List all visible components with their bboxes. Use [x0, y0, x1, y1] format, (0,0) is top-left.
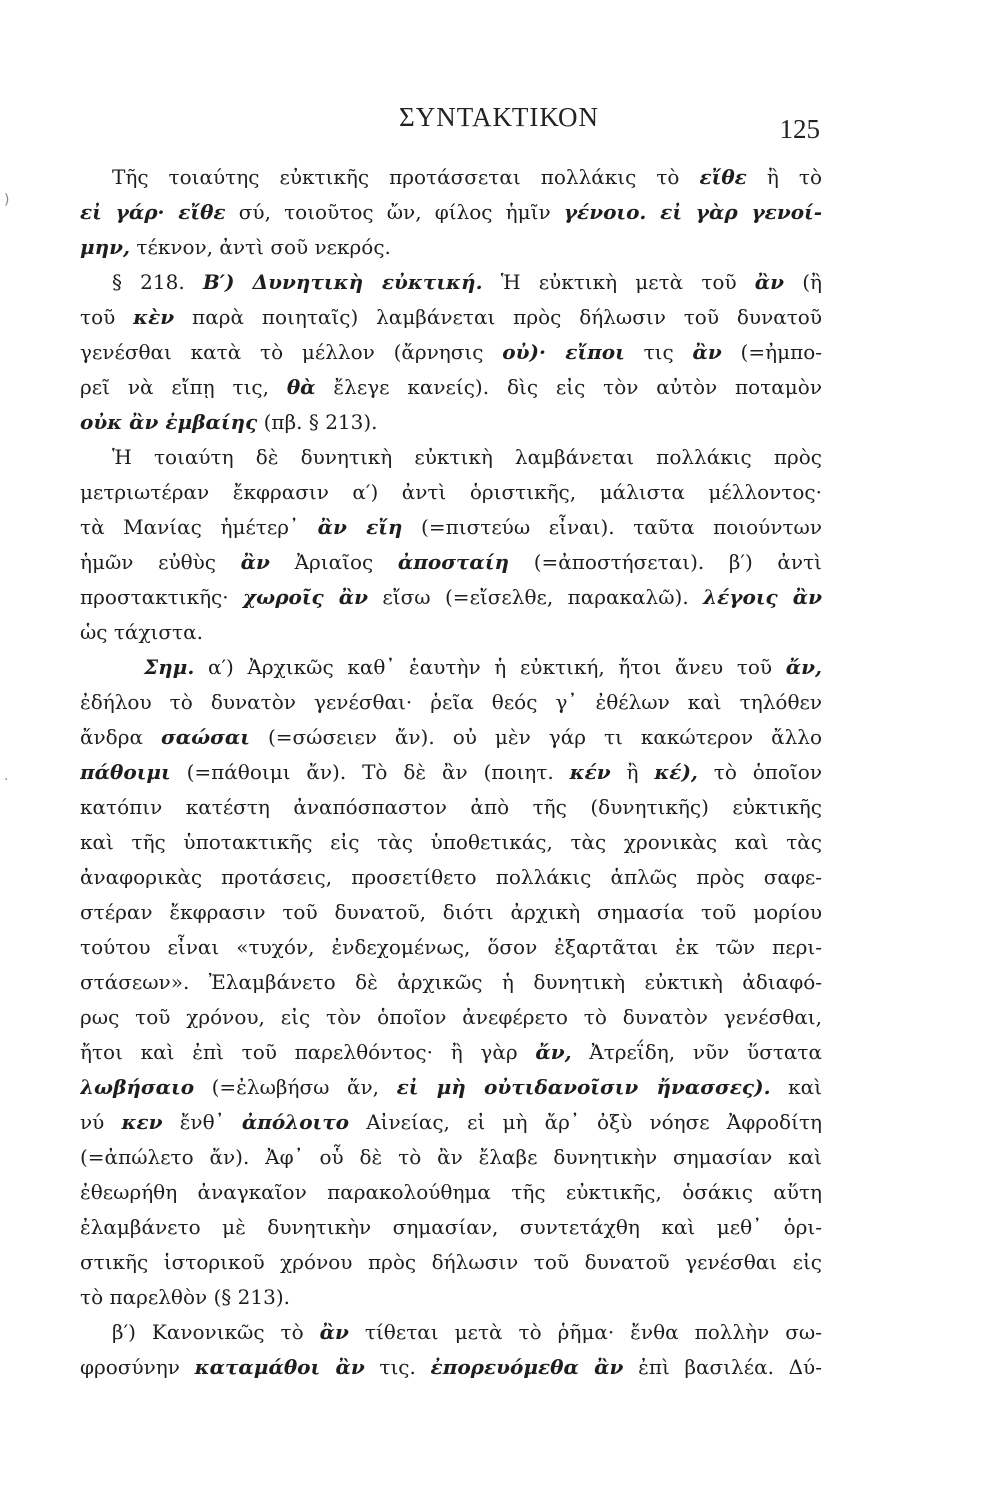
text-line — [80, 160, 822, 195]
running-title: ΣΥΝΤΑΚΤΙΚΟΝ — [399, 102, 599, 132]
text-run: τὸ ὁποῖον — [697, 760, 822, 784]
text-line — [80, 1315, 822, 1350]
text-run: ρεῖ νὰ εἴπῃ τις, — [80, 375, 287, 399]
text-line — [80, 1210, 822, 1245]
text-line — [80, 300, 822, 335]
text-run: ἐδήλου τὸ δυνατὸν γενέσθαι· ῥεῖα θεός γ᾽ ἐθέλων καὶ τηλόθεν — [80, 690, 822, 714]
text-run: στικῆς ἱστορικοῦ χρόνου πρὸς δήλωσιν τοῦ δυνατοῦ γενέσθαι εἰς — [80, 1250, 822, 1274]
margin-mark: ) — [4, 192, 10, 208]
emphasized-text: ἐπορευόμεθα ἂν — [430, 1355, 624, 1379]
text-line — [80, 965, 822, 1000]
text-run: (=ἀπώλετο ἄν). Ἀφ᾽ οὗ δὲ τὸ ἂν ἔλαβε δυνητικὴν σημασίαν καὶ — [80, 1145, 822, 1169]
text-line — [80, 685, 822, 720]
emphasized-text: ἂν εἴη — [317, 515, 403, 539]
text-run: τις — [624, 340, 693, 364]
text-run: (=ἀποστήσεται). β′) ἀντὶ — [509, 550, 822, 574]
text-line — [80, 335, 822, 370]
emphasized-text: μην, — [80, 235, 131, 259]
text-run: καὶ τῆς ὑποτακτικῆς εἰς τὰς ὑποθετικάς, τὰς χρονικὰς καὶ τὰς — [80, 830, 822, 854]
text-line — [80, 580, 822, 615]
text-run: τούτου εἶναι «τυχόν, ἐνδεχομένως, ὅσον ἐξαρτᾶται ἐκ τῶν περι- — [80, 935, 822, 959]
text-run: ἐθεωρήθη ἀναγκαῖον παρακολούθημα τῆς εὐκτικῆς, ὁσάκις αὕτη — [80, 1180, 822, 1204]
text-run: σύ, τοιοῦτος ὤν, φίλος ἡμῖν — [225, 200, 564, 224]
text-line — [80, 545, 822, 580]
emphasized-text: κέ), — [654, 760, 698, 784]
text-run: ἢ — [610, 760, 655, 784]
text-run: (πβ. § 213). — [257, 410, 378, 434]
text-run: φροσύνην — [80, 1355, 195, 1379]
text-run: ἄνδρα — [80, 725, 161, 749]
page-number: 125 — [779, 114, 820, 144]
text-run: καὶ — [770, 1075, 822, 1099]
emphasized-text: ἂν — [692, 340, 722, 364]
emphasized-text: θὰ — [286, 375, 316, 399]
text-line — [80, 860, 822, 895]
text-line — [80, 440, 822, 475]
text-line — [80, 790, 822, 825]
text-line — [80, 1035, 822, 1070]
text-line — [80, 895, 822, 930]
emphasized-text: κὲν — [133, 305, 175, 329]
text-line — [80, 405, 822, 440]
text-line — [80, 650, 822, 685]
emphasized-text: κεν — [121, 1110, 163, 1134]
emphasized-text: ἄν, — [535, 1040, 572, 1064]
emphasized-text: γένοιο. εἰ γὰρ γενοί- — [563, 200, 822, 224]
text-line — [80, 615, 822, 650]
text-line — [80, 230, 822, 265]
text-line — [80, 1105, 822, 1140]
emphasized-text: κέν — [569, 760, 611, 784]
text-run: εἴσω (=εἴσελθε, παρακαλῶ). — [368, 585, 704, 609]
text-run: τις. — [364, 1355, 431, 1379]
emphasized-text: ἄν, — [785, 655, 822, 679]
text-line — [80, 825, 822, 860]
text-line — [80, 1350, 822, 1385]
text-run: ἤτοι καὶ ἐπὶ τοῦ παρελθόντος· ἢ γὰρ — [80, 1040, 536, 1064]
emphasized-text: Β′) — [202, 270, 235, 294]
text-line — [80, 930, 822, 965]
emphasized-text: ἂν — [754, 270, 785, 294]
text-run: (=ἐλωβήσω ἄν, — [194, 1075, 397, 1099]
text-run: τοῦ — [80, 305, 134, 329]
running-head — [0, 100, 998, 144]
text-run: ἐπὶ βασιλέα. Δύ- — [623, 1355, 822, 1379]
emphasized-text: εἰ μὴ οὐτιδανοῖσιν ἤνασσες). — [396, 1075, 771, 1099]
text-run: (ἢ — [784, 270, 822, 294]
text-run: γενέσθαι κατὰ τὸ μέλλον (ἄρνησις — [80, 340, 503, 364]
emphasized-text: ἀπόλοιτο — [241, 1110, 350, 1134]
text-run: (=ἠμπο- — [721, 340, 822, 364]
text-line — [80, 755, 822, 790]
text-line — [80, 1245, 822, 1280]
emphasized-text: πάθοιμι — [80, 760, 171, 784]
text-run: ἔνθ᾽ — [162, 1110, 242, 1134]
text-run: μετριωτέραν ἔκφρασιν α′) ἀντὶ ὁριστικῆς, μάλιστα μέλλοντος· — [80, 480, 822, 504]
text-run: προστακτικῆς· — [80, 585, 244, 609]
text-run: ρως τοῦ χρόνου, εἰς τὸν ὁποῖον ἀνεφέρετο τὸ δυνατὸν γενέσθαι, — [80, 1005, 822, 1029]
text-run: παρὰ ποιηταῖς) λαμβάνεται πρὸς δήλωσιν τοῦ δυνατοῦ — [174, 305, 822, 329]
emphasized-text: σαώσαι — [160, 725, 250, 749]
text-run: ὡς τάχιστα. — [80, 620, 203, 644]
emphasized-text: Σημ. — [144, 655, 195, 679]
text-run: (=πιστεύω εἶναι). ταῦτα ποιούντων — [402, 515, 822, 539]
text-run: τὰ Μανίας ἡμέτερ᾽ — [80, 515, 318, 539]
text-line — [80, 720, 822, 755]
text-run: ἡμῶν εὐθὺς — [80, 550, 241, 574]
text-line — [80, 1070, 822, 1105]
text-run: Ἀτρεΐδη, νῦν ὕστατα — [571, 1040, 822, 1064]
text-run: νύ — [80, 1110, 122, 1134]
emphasized-text: εἴθε — [699, 165, 747, 189]
emphasized-text: ἀποσταίη — [397, 550, 510, 574]
text-run: ἢ τὸ — [746, 165, 822, 189]
text-run: Ἡ εὐκτικὴ μετὰ τοῦ — [482, 270, 755, 294]
text-line — [80, 370, 822, 405]
text-line — [80, 1280, 822, 1315]
text-run: § 218. — [112, 270, 203, 294]
text-run: ἔλεγε κανείς). δὶς εἰς τὸν αὐτὸν ποταμὸν — [315, 375, 822, 399]
text-run: ἐλαμβάνετο μὲ δυνητικὴν σημασίαν, συντετάχθη καὶ μεθ᾽ ὁρι- — [80, 1215, 822, 1239]
text-run: (=πάθοιμι ἄν). Τὸ δὲ ἂν (ποιητ. — [170, 760, 570, 784]
emphasized-text: λωβήσαιο — [80, 1075, 195, 1099]
text-line — [80, 195, 822, 230]
emphasized-text: οὐκ ἂν ἐμβαίης — [80, 410, 258, 434]
text-line — [80, 265, 822, 300]
emphasized-text: λέγοις ἂν — [703, 585, 822, 609]
text-line — [80, 1000, 822, 1035]
emphasized-text: χωροῖς ἂν — [243, 585, 369, 609]
emphasized-text: ἂν — [240, 550, 270, 574]
text-run: α′) Ἀρχικῶς καθ᾽ ἑαυτὴν ἡ εὐκτική, ἤτοι ἄνευ τοῦ — [194, 655, 786, 679]
text-line — [80, 1175, 822, 1210]
text-run: (=σώσειεν ἄν). οὐ μὲν γάρ τι κακώτερον ἄλλο — [249, 725, 822, 749]
text-run: β′) Κανονικῶς τὸ — [112, 1320, 320, 1344]
body-text — [80, 160, 822, 1385]
margin-mark: · — [4, 772, 9, 788]
text-run: Τῆς τοιαύτης εὐκτικῆς προτάσσεται πολλάκις τὸ — [112, 165, 700, 189]
text-run: τέκνον, ἀντὶ σοῦ νεκρός. — [130, 235, 391, 259]
text-run: στέραν ἔκφρασιν τοῦ δυνατοῦ, διότι ἀρχικὴ σημασία τοῦ μορίου — [80, 900, 822, 924]
text-run: στάσεων». Ἐλαμβάνετο δὲ ἀρχικῶς ἡ δυνητικὴ εὐκτικὴ ἀδιαφό- — [80, 970, 822, 994]
text-run: ἀναφορικὰς προτάσεις, προσετίθετο πολλάκις ἁπλῶς πρὸς σαφε- — [80, 865, 822, 889]
text-run: Αἰνείας, εἰ μὴ ἄρ᾽ ὀξὺ νόησε Ἀφροδίτη — [349, 1110, 822, 1134]
text-run — [234, 270, 252, 294]
text-run: κατόπιν κατέστη ἀναπόσπαστον ἀπὸ τῆς (δυνητικῆς) εὐκτικῆς — [80, 795, 822, 819]
text-line — [80, 475, 822, 510]
emphasized-text: καταμάθοι ἂν — [194, 1355, 365, 1379]
text-run: τίθεται μετὰ τὸ ῥῆμα· ἔνθα πολλὴν σω- — [348, 1320, 822, 1344]
text-line — [80, 1140, 822, 1175]
text-run: τὸ παρελθὸν (§ 213). — [80, 1285, 290, 1309]
emphasized-text: ἂν — [319, 1320, 349, 1344]
emphasized-text: οὐ)· εἴποι — [502, 340, 625, 364]
text-run: Ἀριαῖος — [269, 550, 398, 574]
emphasized-text: Δυνητικὴ εὐκτική. — [252, 270, 483, 294]
text-run: Ἡ τοιαύτη δὲ δυνητικὴ εὐκτικὴ λαμβάνεται πολλάκις πρὸς — [112, 445, 822, 469]
emphasized-text: εἰ γάρ· εἴθε — [80, 200, 226, 224]
text-line — [80, 510, 822, 545]
